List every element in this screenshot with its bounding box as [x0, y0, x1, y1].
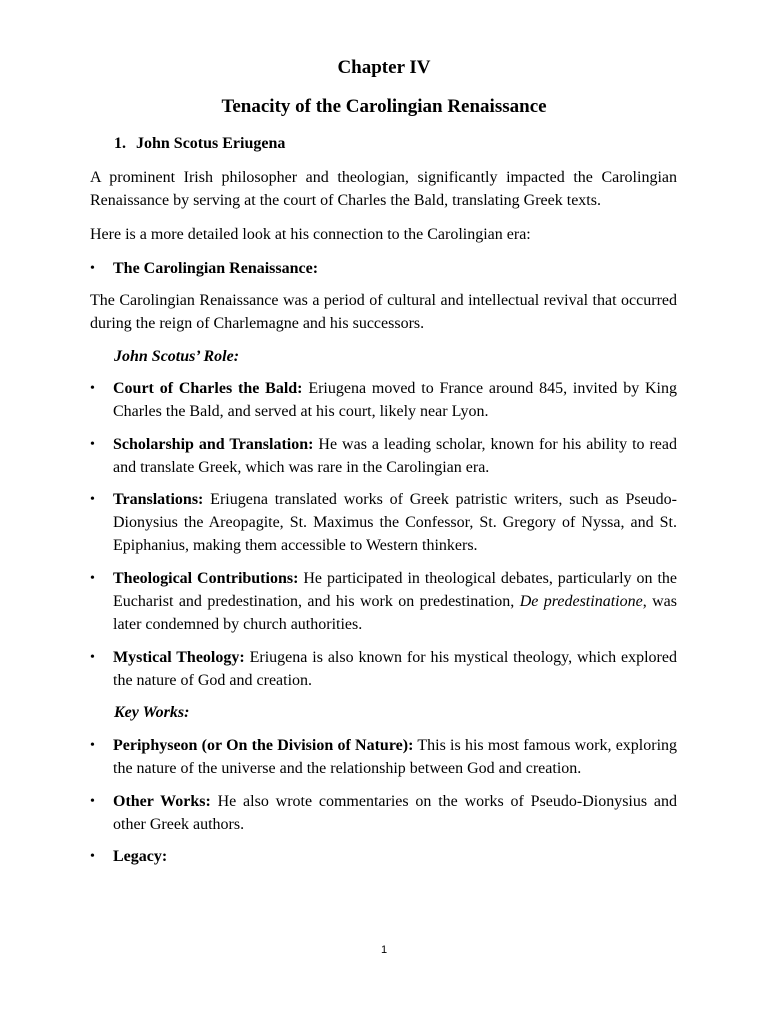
- bullet-text: Eriugena is also known for his mystical theology, which explored the nature of God and creation.: [113, 649, 677, 689]
- intro-paragraph: A prominent Irish philosopher and theologian, significantly impacted the Carolingian Renaissance by serving at the court of Charles the Bald, translating Greek texts.: [90, 169, 677, 209]
- bullet-label: Scholarship and Translation:: [113, 436, 314, 453]
- bullet-text: He was a leading scholar, known for his ability to read and translate Greek, which was rare in the Carolingian era.: [113, 436, 677, 476]
- bullet-label: Translations:: [113, 491, 204, 508]
- chapter-title: Tenacity of the Carolingian Renaissance: [221, 96, 547, 117]
- bullet-dot: •: [90, 650, 95, 665]
- bullet-text: He also wrote commentaries on the works of Pseudo-Dionysius and other Greek authors.: [113, 793, 678, 833]
- bullet-text: He participated in theological debates, particularly on the Eucharist and predestination, and his work on predestination,: [113, 570, 678, 610]
- bullet-label: Legacy:: [113, 848, 168, 865]
- bullet-text: , was later condemned by church authorities.: [113, 593, 677, 633]
- bullet-dot: •: [90, 381, 95, 396]
- lead-paragraph: Here is a more detailed look at his connection to the Carolingian era:: [90, 226, 531, 243]
- bullet-dot: •: [90, 571, 95, 586]
- section-number: 1.: [114, 135, 126, 152]
- bullet-label: Court of Charles the Bald:: [113, 380, 303, 397]
- section-heading: [114, 134, 285, 154]
- bullet-label: Periphyseon (or On the Division of Nature):: [113, 737, 414, 754]
- bullet-dot: •: [90, 437, 95, 452]
- bullet-label: Theological Contributions:: [113, 570, 299, 587]
- bullet-dot: •: [90, 849, 95, 864]
- bullet-label: The Carolingian Renaissance:: [113, 260, 319, 277]
- role-subheading: John Scotus’ Role:: [114, 348, 240, 365]
- bullet-label: Mystical Theology:: [113, 649, 245, 666]
- bullet-dot: •: [90, 261, 95, 276]
- renaissance-paragraph: The Carolingian Renaissance was a period of cultural and intellectual revival that occurred during the reign of Charlemagne and his successors.: [90, 292, 677, 332]
- bullet-label: Other Works:: [113, 793, 211, 810]
- bullet-dot: •: [90, 738, 95, 753]
- bullet-dot: •: [90, 492, 95, 507]
- section-title: John Scotus Eriugena: [136, 135, 286, 152]
- bullet-text: Eriugena translated works of Greek patristic writers, such as Pseudo-Dionysius the Areopagite, St. Maximus the Confessor, St. Gregory of Nyssa, and St. Epiphanius, making them accessible to Western thinkers.: [113, 491, 677, 554]
- chapter-heading: Chapter IV: [337, 57, 431, 78]
- bullet-title-italic: De predestinatione: [519, 593, 643, 610]
- bullet-text: This is his most famous work, exploring the nature of the universe and the relationship between God and creation.: [113, 737, 678, 777]
- works-subheading: Key Works:: [114, 704, 190, 721]
- page-number: 1: [380, 944, 388, 956]
- bullet-dot: •: [90, 794, 95, 809]
- bullet-text: Eriugena moved to France around 845, invited by King Charles the Bald, and served at his court, likely near Lyon.: [113, 380, 678, 420]
